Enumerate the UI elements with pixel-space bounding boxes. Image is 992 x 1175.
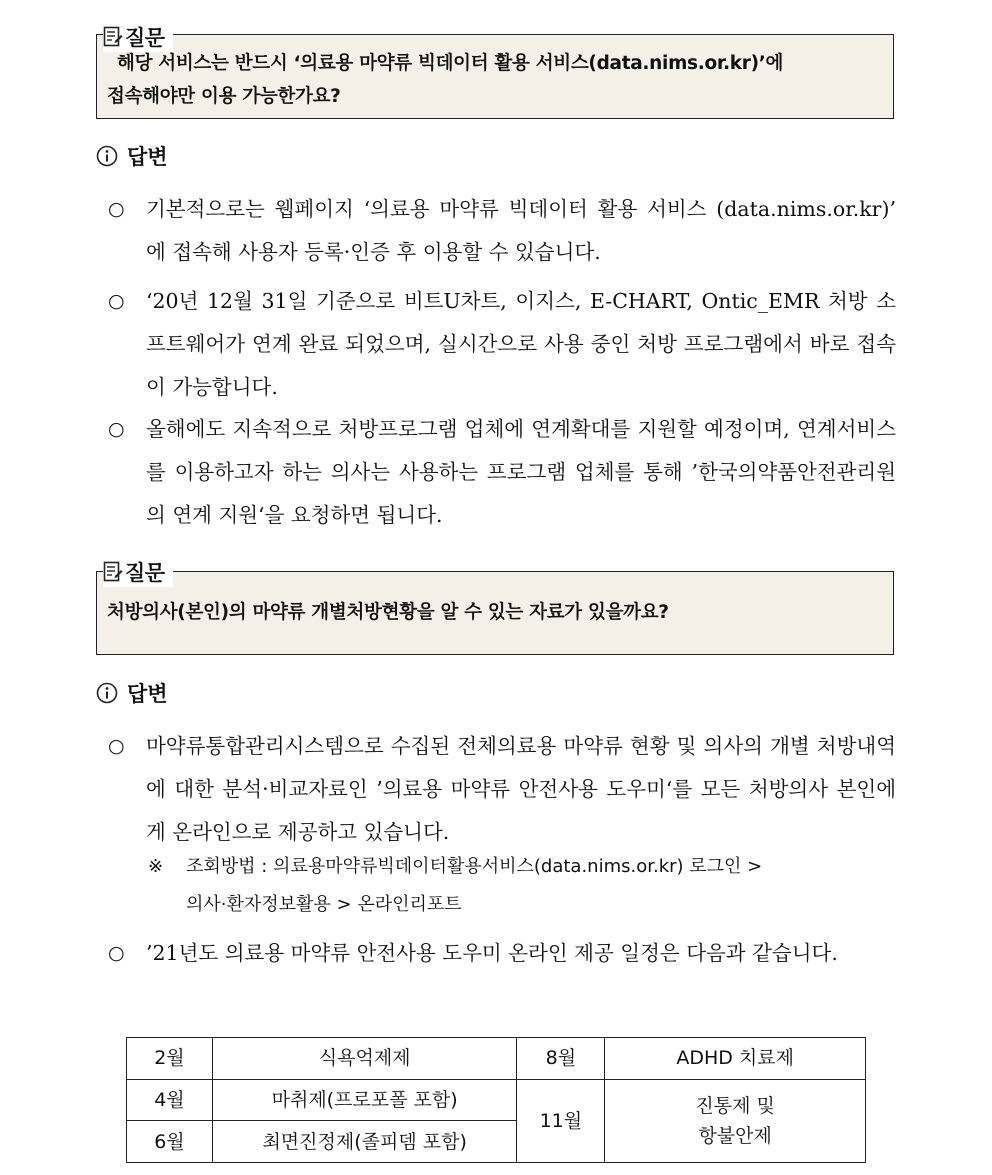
answer-bullet: ○ 마약류통합관리시스템으로 수집된 전체의료용 마약류 현황 및 의사의 개별 처방내역에 대한 분석·비교자료인 ’의료용 마약류 안전사용 도우미‘를 모든 처방의사 본인에게 온라인으로 제공하고 있습니다. xyxy=(108,734,896,844)
question-box xyxy=(96,34,894,119)
table-cell: 마취제(프로포폴 포함) xyxy=(212,1079,517,1121)
memo-icon xyxy=(103,26,123,48)
answer-bullet: ○ ’21년도 의료용 마약류 안전사용 도우미 온라인 제공 일정은 다음과 같습니다. xyxy=(108,941,838,965)
answer-label: 답변 xyxy=(96,678,168,708)
table-cell: 최면진정제(졸피뎀 포함) xyxy=(212,1121,517,1163)
note-line: 조회방법 : 의료용마약류빅데이터활용서비스(data.nims.or.kr) 로그인 > xyxy=(186,856,763,877)
table-cell: 4월 xyxy=(127,1079,213,1121)
table-cell: 2월 xyxy=(127,1038,213,1080)
answer-bullet: ○ ‘20년 12월 31일 기준으로 비트U차트, 이지스, E-CHART, Ontic_EMR 처방 소프트웨어가 연계 완료 되었으며, 실시간으로 사용 중인 처방 프로그램에서 바로 접속이 가능합니다. xyxy=(108,289,896,399)
question-line: 처방의사(본인)의 마약류 개별처방현황을 알 수 있는 자료가 있을까요? xyxy=(107,602,669,623)
table-cell: 11월 xyxy=(517,1079,605,1162)
question-line: 접속해야만 이용 가능한가요? xyxy=(107,86,341,107)
answer-bullet: ○ 기본적으로는 웹페이지 ‘의료용 마약류 빅데이터 활용 서비스 (data.nims.or.kr)’ 에 접속해 사용자 등록·인증 후 이용할 수 있습니다. xyxy=(108,197,896,264)
table-cell: 8월 xyxy=(517,1038,605,1080)
question-label: 질문 xyxy=(103,22,173,52)
table-cell: ADHD 치료제 xyxy=(605,1038,866,1080)
schedule-table xyxy=(126,1037,866,1163)
table-row xyxy=(127,1079,866,1121)
table-cell-line: 항불안제 xyxy=(698,1124,772,1147)
memo-icon xyxy=(103,561,123,583)
info-icon xyxy=(96,682,118,704)
lookup-note: ※ 조회방법 : 의료용마약류빅데이터활용서비스(data.nims.or.kr) 로그인 > 의사·환자정보활용 > 온라인리포트 xyxy=(148,848,896,924)
table-cell: 식욕억제제 xyxy=(212,1038,517,1080)
table-cell xyxy=(605,1079,866,1162)
question-line: 해당 서비스는 반드시 ‘의료용 마약류 빅데이터 활용 서비스(data.nims.or.kr)’에 xyxy=(117,53,784,74)
question-label: 질문 xyxy=(103,557,173,587)
note-line: 의사·환자정보활용 > 온라인리포트 xyxy=(186,894,462,915)
answer-label: 답변 xyxy=(96,141,168,171)
table-cell: 6월 xyxy=(127,1121,213,1163)
table-row xyxy=(127,1038,866,1080)
answer-bullet: ○ 올해에도 지속적으로 처방프로그램 업체에 연계확대를 지원할 예정이며, 연계서비스를 이용하고자 하는 의사는 사용하는 프로그램 업체를 통해 ’한국의약품안전관리원의 연계 지원‘을 요청하면 됩니다. xyxy=(108,417,896,527)
question-box xyxy=(96,571,894,655)
info-icon xyxy=(96,145,118,167)
table-cell-line: 진통제 및 xyxy=(695,1094,775,1117)
